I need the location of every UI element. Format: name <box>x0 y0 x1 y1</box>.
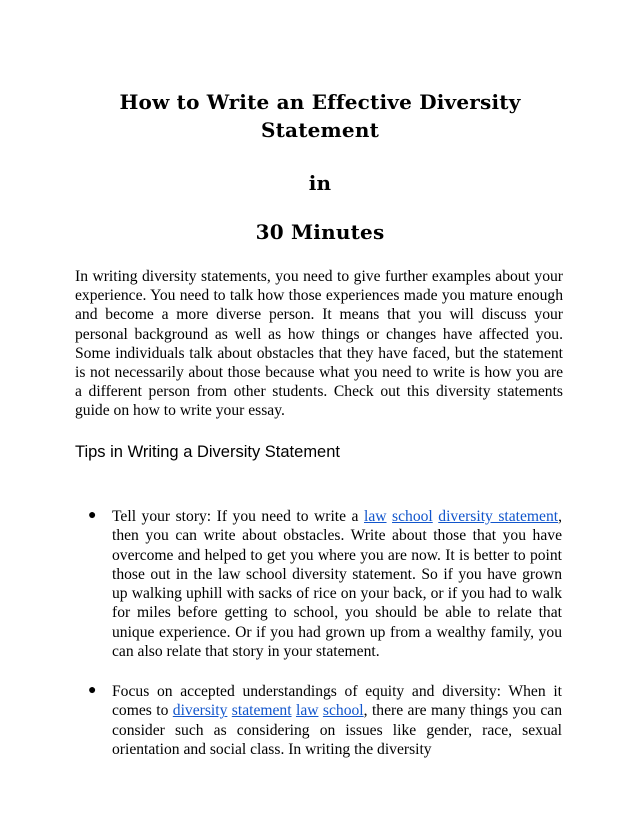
bullet-lead-text: Focus on accepted understandings of equity and diversity: When it comes to <box>112 683 562 720</box>
link-school[interactable]: school <box>322 702 364 720</box>
document-title-line-4: 30 Minutes <box>255 220 385 244</box>
bullet-item-tell-your-story <box>112 507 562 661</box>
bullet-marker: ● <box>88 683 97 698</box>
document-title-line-2: Statement <box>260 118 380 142</box>
link-diversity[interactable]: diversity <box>172 702 228 720</box>
bullet-lead-text: Tell your story: If you need to write a <box>112 508 364 525</box>
section-heading: Tips in Writing a Diversity Statement <box>75 443 340 461</box>
bullet-body-text: , then you can write about obstacles. Write about those that you have overcome and helped to get you where you are now. It is better to point those out in the law school diversity statement. So if you have grown up walking uphill with sacks of rice on your back, or if you had to walk for miles before getting to school, you should be able to relate that unique experience. Or if you had grown up from a wealthy family, you can also relate that story in your statement. <box>112 508 563 661</box>
link-law[interactable]: law <box>295 702 319 720</box>
document-title-line-1: How to Write an Effective Diversity <box>119 90 521 114</box>
bullet-body-text: , there are many things you can consider such as considering on issues like gender, race, sexual orientation and social class. In writing the diversity <box>112 702 563 758</box>
link-diversity-statement[interactable]: diversity statement <box>438 508 559 525</box>
bullet-item-focus <box>112 682 562 759</box>
document-title-line-3: in <box>308 171 332 195</box>
link-school[interactable]: school <box>392 508 433 525</box>
bullet-marker: ● <box>88 508 97 523</box>
link-statement[interactable]: statement <box>231 702 292 720</box>
link-law[interactable]: law <box>364 508 387 525</box>
intro-paragraph: In writing diversity statements, you need to give further examples about your experience. You need to talk how those experiences made you mature enough and become a more diverse person. It means that you will discuss your personal background as well as how things or changes have affected you. Some individuals talk about obstacles that they have faced, but the statement is not necessarily about those because what you need to write is how you are a different person from other students. Check out this diversity statements guide on how to write your essay. <box>75 268 563 420</box>
